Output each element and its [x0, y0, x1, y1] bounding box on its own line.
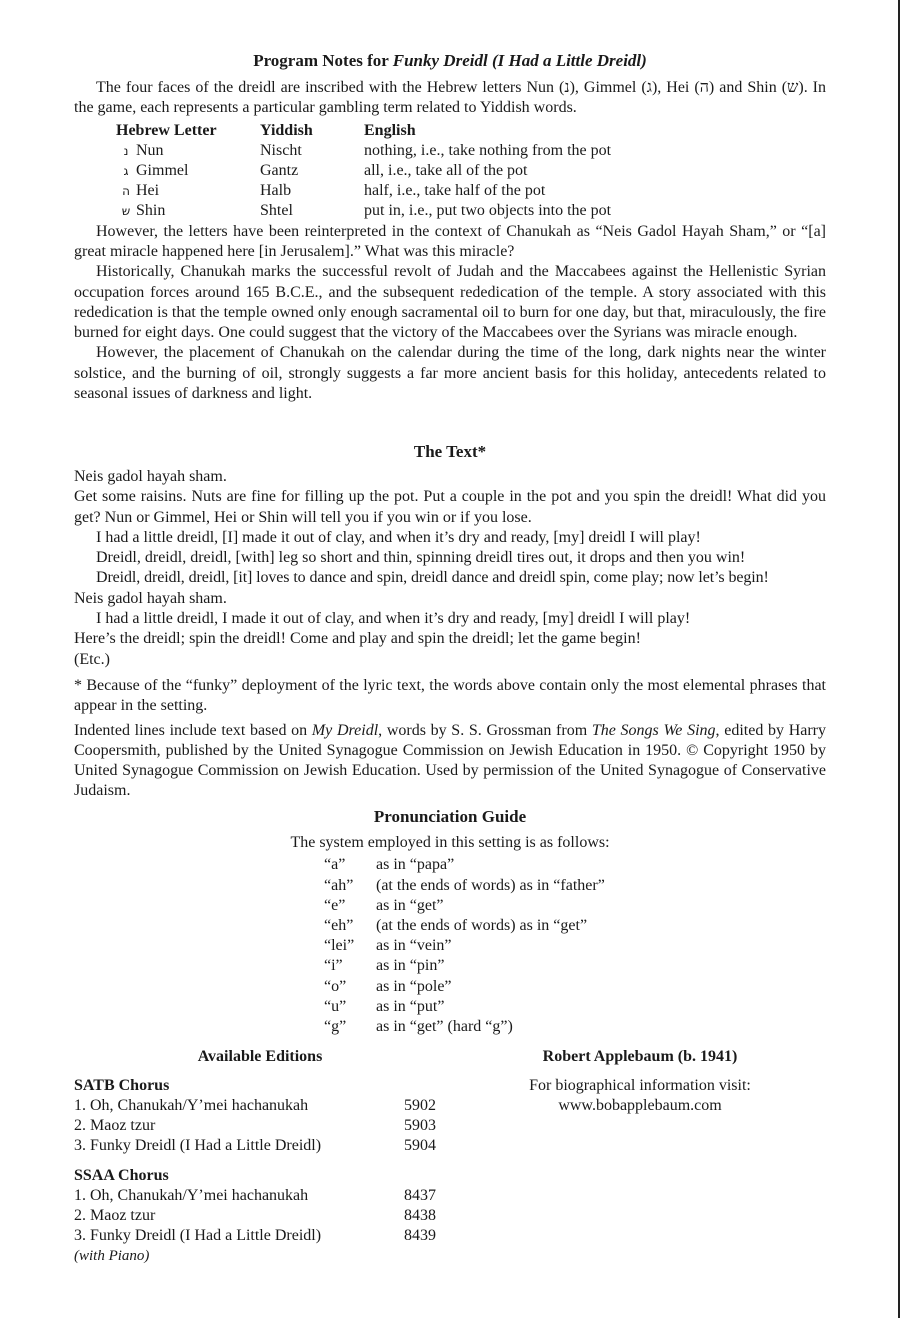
sound-cell: “a”	[324, 856, 346, 874]
list-item	[74, 1206, 494, 1226]
composer-heading: Robert Applebaum (b. 1941)	[542, 1048, 738, 1065]
edition-number: 5904	[404, 1137, 436, 1155]
hebrew-glyph: ג	[123, 164, 129, 178]
table-row	[324, 896, 605, 916]
pronunciation-table	[324, 855, 605, 1037]
lyric-line: Dreidl, dreidl, dreidl, [it] loves to dance and spin, dreidl dance and dreidl spin, come play; now let’s begin!	[96, 569, 769, 587]
notes-paragraph: However, the placement of Chanukah on the calendar during the time of the long, dark nights near the winter solstice, and the burning of oil, strongly suggests a far more ancient basis for this holiday, antecedents related to seasonal issues of darkness and light.	[74, 344, 826, 402]
desc-cell: (at the ends of words) as in “father”	[376, 876, 605, 894]
credit-work-title: My Dreidl	[311, 721, 379, 739]
english-cell: all, i.e., take all of the pot	[364, 162, 528, 179]
table-row	[324, 997, 605, 1017]
notes-paragraph: Historically, Chanukah marks the successful revolt of Judah and the Maccabees against the Hellenistic Syrian occupation forces around 165 B.C.E., and the subsequent rededication of the temple. A story associated with this rededication is that the temple owned only enough sacramental oil to burn for one day, but that, miraculously, the fire burned for eight days. One could suggest that the victory of the Maccabees over the Syrians was miracle enough.	[74, 263, 826, 342]
desc-cell: as in “put”	[376, 997, 445, 1015]
sound-cell: “g”	[324, 1017, 347, 1035]
letter-name: Gimmel	[136, 162, 189, 179]
table-row	[324, 1017, 605, 1037]
program-notes	[74, 50, 826, 404]
pronunciation-heading: Pronunciation Guide	[373, 807, 527, 826]
desc-cell: as in “vein”	[376, 937, 452, 955]
sound-cell: “lei”	[324, 937, 355, 955]
table-row	[324, 956, 605, 976]
editions-heading: Available Editions	[197, 1048, 323, 1065]
english-cell: nothing, i.e., take nothing from the pot	[364, 141, 612, 159]
footnote: * Because of the “funky” deployment of the lyric text, the words above contain only the most elemental phrases that appear in the setting.	[74, 676, 826, 715]
notes-title-work: Funky Dreidl (I Had a Little Dreidl)	[392, 51, 647, 70]
edition-group-title: SSAA Chorus	[74, 1166, 169, 1184]
editions-note: (with Piano)	[74, 1248, 150, 1265]
yiddish-cell: Gantz	[260, 162, 299, 179]
hebrew-glyph: ש	[121, 204, 131, 219]
letter-name: Shin	[136, 202, 166, 220]
english-cell: half, i.e., take half of the pot	[364, 182, 546, 200]
sound-cell: “o”	[324, 977, 347, 995]
desc-cell: as in “papa”	[376, 856, 455, 874]
desc-cell: (at the ends of words) as in “get”	[376, 916, 588, 934]
yiddish-cell: Nischt	[260, 141, 302, 159]
sound-cell: “i”	[324, 957, 343, 975]
edition-title: 2. Maoz tzur	[74, 1206, 156, 1224]
edition-number: 8439	[404, 1227, 436, 1245]
letters-table-header	[116, 121, 611, 141]
sound-cell: “e”	[324, 896, 346, 914]
desc-cell: as in “get” (hard “g”)	[376, 1017, 513, 1035]
table-row	[116, 161, 611, 181]
composer-info	[500, 1046, 780, 1116]
desc-cell: as in “pole”	[376, 977, 452, 995]
edition-number: 5902	[404, 1097, 436, 1114]
col-yiddish: Yiddish	[260, 121, 313, 139]
letters-table	[116, 121, 611, 222]
edition-title: 1. Oh, Chanukah/Y’mei hachanukah	[74, 1097, 309, 1114]
hebrew-glyph: נ	[123, 143, 129, 158]
letter-name: Hei	[136, 182, 160, 200]
edition-number: 8437	[404, 1186, 436, 1204]
lyric-line: Here’s the dreidl; spin the dreidl! Come and play and spin the dreidl; let the game begin!	[74, 630, 641, 648]
edition-title: 1. Oh, Chanukah/Y’mei hachanukah	[74, 1186, 309, 1204]
table-row	[324, 977, 605, 997]
yiddish-cell: Halb	[260, 182, 292, 200]
list-item	[74, 1116, 494, 1136]
col-hebrew-letter: Hebrew Letter	[116, 121, 217, 139]
table-row	[116, 181, 611, 201]
list-item	[74, 1136, 494, 1156]
lyric-line: I had a little dreidl, [I] made it out of clay, and when it’s dry and ready, [my] dreidl I will play!	[96, 528, 701, 546]
notes-title-prefix: Program Notes for	[253, 51, 393, 70]
edition-title: 3. Funky Dreidl (I Had a Little Dreidl)	[74, 1137, 322, 1155]
lyric-line: Neis gadol hayah sham.	[74, 589, 227, 607]
pronunciation-guide	[74, 806, 826, 1037]
desc-cell: as in “pin”	[376, 957, 445, 975]
sound-cell: “u”	[324, 997, 347, 1015]
composer-url: www.bobapplebaum.com	[558, 1097, 722, 1115]
credit-part: Indented lines include text based on	[74, 721, 312, 739]
table-row	[116, 141, 611, 161]
notes-paragraph: However, the letters have been reinterpreted in the context of Chanukah as “Neis Gadol Hayah Sham,” or “[a] great miracle happened here [in Jerusalem].” What was this miracle?	[74, 222, 826, 260]
letter-cell	[116, 141, 260, 161]
table-row	[116, 201, 611, 221]
lyric-line: Get some raisins. Nuts are fine for filling up the pot. Put a couple in the pot and you spin the dreidl! What did you get? Nun or Gimmel, Hei or Shin will tell you if you win or if you lose.	[74, 488, 826, 526]
notes-intro: The four faces of the dreidl are inscribed with the Hebrew letters Nun (נ), Gimmel (ג), Hei (ה) and Shin (ש). In the game, each represents a particular gambling term related to Yiddish words.	[74, 79, 827, 117]
pronunciation-intro: The system employed in this setting is as follows:	[290, 834, 610, 851]
table-row	[324, 936, 605, 956]
letter-cell	[116, 161, 260, 181]
col-english: English	[364, 121, 416, 139]
lyric-line: Neis gadol hayah sham.	[74, 468, 227, 485]
credit-part: , edited by Harry Coopersmith, published by the United Synagogue Commission on Jewish Education in 1950. © Copyright 1950 by United Synagogue Commission on Jewish Education. Used by permission of the United Synagogue of Conservative Judaism.	[74, 721, 827, 800]
letter-cell	[116, 181, 260, 201]
the-text-section	[74, 441, 826, 802]
edition-number: 5903	[404, 1117, 436, 1135]
sound-cell: “ah”	[324, 876, 354, 894]
yiddish-cell: Shtel	[260, 202, 293, 220]
notes-title	[74, 50, 826, 72]
edition-group-ssaa	[74, 1166, 494, 1267]
lyric-line: Dreidl, dreidl, dreidl, [with] leg so short and thin, spinning dreidl tires out, it drops and then you win!	[96, 549, 746, 567]
lyric-line: I had a little dreidl, I made it out of clay, and when it’s dry and ready, [my] dreidl I will play!	[96, 610, 691, 628]
hebrew-glyph: ה	[122, 184, 130, 199]
text-credit	[74, 721, 826, 802]
composer-bio-line: For biographical information visit:	[529, 1077, 751, 1094]
letter-name: Nun	[136, 141, 164, 159]
table-row	[324, 876, 605, 896]
text-heading: The Text*	[413, 442, 487, 461]
list-item	[74, 1186, 494, 1206]
edition-group-title: SATB Chorus	[74, 1077, 170, 1094]
credit-part: , words by S. S. Grossman from	[378, 721, 592, 739]
table-row	[324, 855, 605, 875]
list-item	[74, 1096, 494, 1116]
lyrics	[74, 467, 826, 670]
available-editions	[74, 1046, 494, 1266]
table-row	[324, 916, 605, 936]
desc-cell: as in “get”	[376, 896, 444, 914]
edition-title: 2. Maoz tzur	[74, 1117, 156, 1135]
english-cell: put in, i.e., put two objects into the pot	[364, 202, 612, 220]
sound-cell: “eh”	[324, 916, 354, 934]
list-item	[74, 1226, 494, 1246]
letter-cell	[116, 201, 260, 221]
edition-group-satb	[74, 1076, 494, 1157]
lyric-line: (Etc.)	[74, 650, 110, 668]
credit-work-title: The Songs We Sing	[591, 721, 716, 739]
edition-title: 3. Funky Dreidl (I Had a Little Dreidl)	[74, 1227, 322, 1245]
edition-number: 8438	[404, 1206, 436, 1224]
